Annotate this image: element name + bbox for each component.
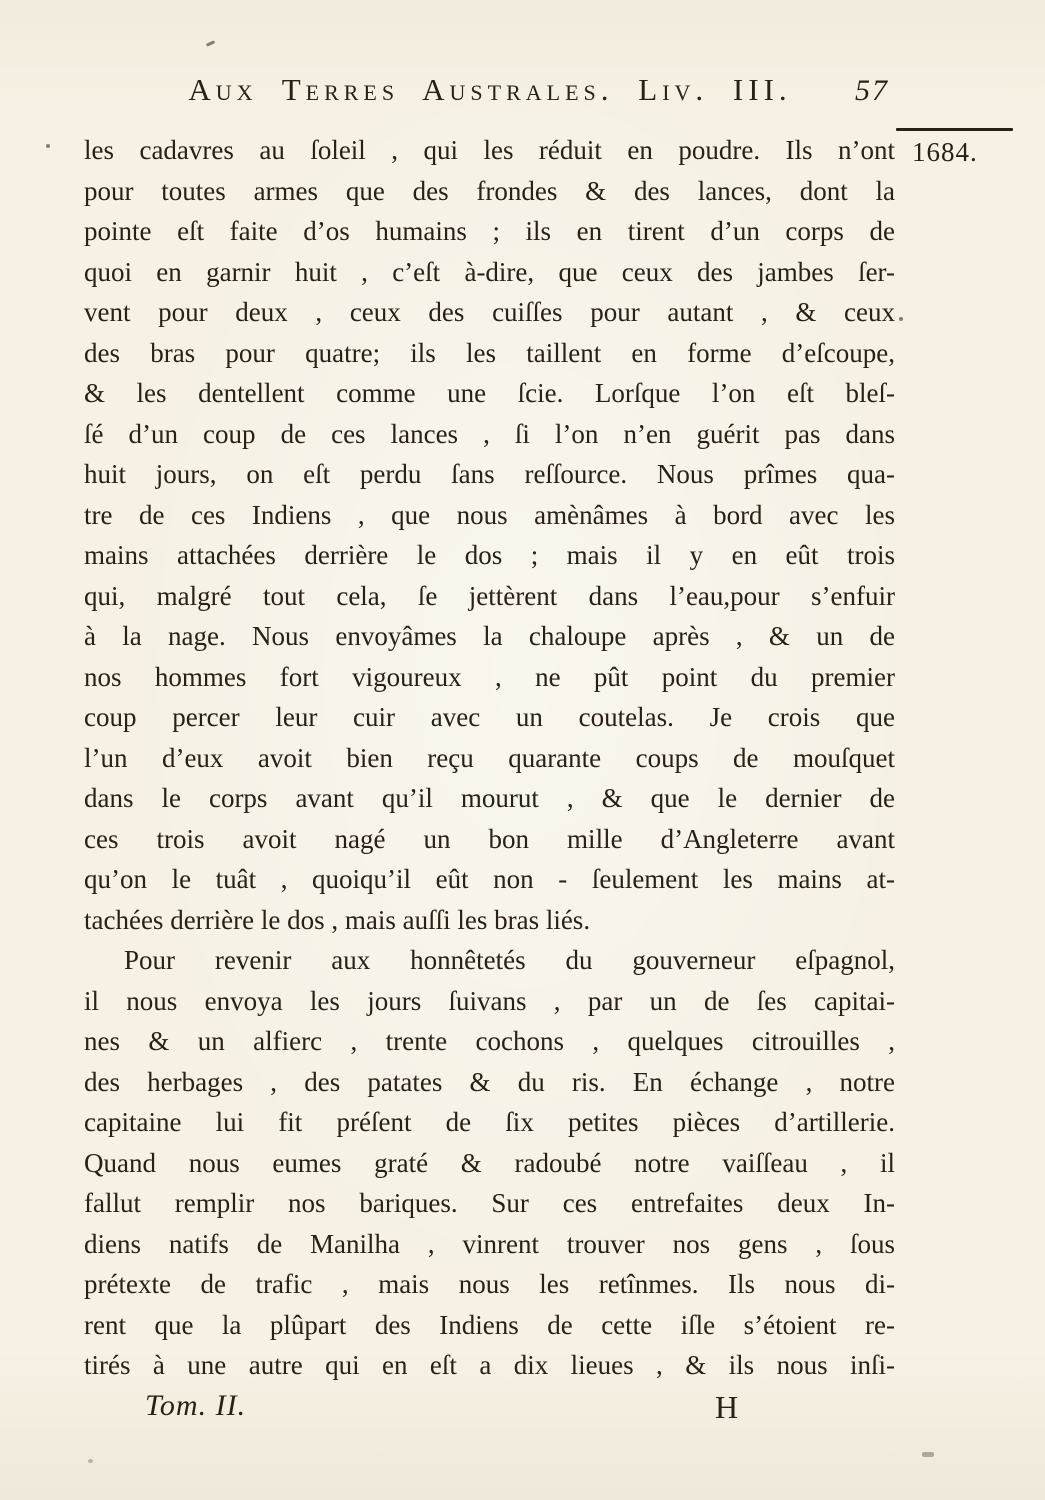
running-head: [85, 72, 895, 108]
text-line: diens natifs de Manilha , vinrent trouver nos gens , ſous: [84, 1228, 895, 1259]
text-line: les cadavres au ſoleil , qui les réduit en poudre. Ils n’ont: [84, 135, 895, 165]
text-line: des herbages , des patates & du ris. En échange , notre: [84, 1066, 895, 1097]
margin-year: 1684.: [912, 137, 978, 167]
signature-mark: H: [715, 1389, 739, 1425]
text-line: capitaine lui fit préſent de ſix petites pièces d’artillerie.: [84, 1107, 895, 1137]
text-line: il nous envoya les jours ſuivans , par un de ſes capitai-: [84, 985, 895, 1016]
scan-speck: [88, 1459, 93, 1463]
text-line: Pour revenir aux honnêtetés du gouverneur eſpagnol,: [124, 945, 895, 975]
running-title: Aux Terres Australes. Liv. III.: [188, 72, 792, 107]
text-line: nos hommes fort vigoureux , ne pût point du premier: [84, 661, 895, 692]
text-line: à la nage. Nous envoyâmes la chaloupe après , & un de: [84, 621, 895, 651]
text-line: mains attachées derrière le dos ; mais il y en eût trois: [84, 540, 895, 570]
text-block: [84, 130, 895, 1386]
text-line: qui, malgré tout cela, ſe jettèrent dans l’eau,pour s’enfuir: [84, 580, 895, 611]
text-line: tre de ces Indiens , que nous amènâmes à bord avec les: [84, 499, 895, 530]
text-line: pointe eſt faite d’os humains ; ils en tirent d’un corps de: [84, 216, 895, 246]
text-line: prétexte de trafic , mais nous les retînmes. Ils nous di-: [84, 1269, 895, 1299]
paragraph: [84, 940, 895, 1386]
text-line: qu’on le tuât , quoiqu’il eût non - ſeulement les mains at-: [84, 864, 895, 894]
text-line: des bras pour quatre; ils les taillent en forme d’eſcoupe,: [84, 337, 895, 368]
scan-speck: [922, 1452, 934, 1457]
margin-note: [896, 128, 1018, 168]
text-line: quoi en garnir huit , c’eſt à-dire, que ceux des jambes ſer-: [84, 256, 895, 287]
text-line: rent que la plûpart des Indiens de cette iſle s’étoient re-: [84, 1309, 895, 1340]
text-line: & les dentellent comme une ſcie. Lorſque l’on eſt bleſ-: [84, 378, 895, 408]
volume-label: Tom. II.: [145, 1389, 247, 1422]
paragraph: [84, 130, 895, 940]
text-line: coup percer leur cuir avec un coutelas. Je crois que: [84, 702, 895, 732]
text-line: ſé d’un coup de ces lances , ſi l’on n’en guérit pas dans: [84, 418, 895, 449]
text-line: vent pour deux , ceux des cuiſſes pour autant , & ceux: [84, 297, 895, 327]
margin-rule: [896, 128, 1013, 131]
text-line: Quand nous eumes graté & radoubé notre vaiſſeau , il: [84, 1147, 895, 1178]
text-line: fallut remplir nos bariques. Sur ces entrefaites deux In-: [84, 1188, 895, 1218]
text-line: ces trois avoit nagé un bon mille d’Angleterre avant: [84, 823, 895, 854]
text-line: tirés à une autre qui en eſt a dix lieues , & ils nous inſi-: [84, 1350, 895, 1380]
scan-speck: [46, 144, 50, 148]
text-line: huit jours, on eſt perdu ſans reſſource. Nous prîmes qua-: [84, 459, 895, 489]
scan-speck: [899, 317, 903, 321]
page-number: 57: [855, 74, 889, 107]
page-footer: [85, 1389, 895, 1433]
text-line: pour toutes armes que des frondes & des lances, dont la: [84, 175, 895, 206]
scan-speck: [206, 40, 215, 47]
text-line: dans le corps avant qu’il mourut , & que le dernier de: [84, 783, 895, 813]
text-line: l’un d’eux avoit bien reçu quarante coups de mouſquet: [84, 742, 895, 773]
text-line: tachées derrière le dos , mais auſſi les bras liés.: [84, 904, 591, 935]
text-line: nes & un alfierc , trente cochons , quelques citrouilles ,: [84, 1026, 895, 1056]
